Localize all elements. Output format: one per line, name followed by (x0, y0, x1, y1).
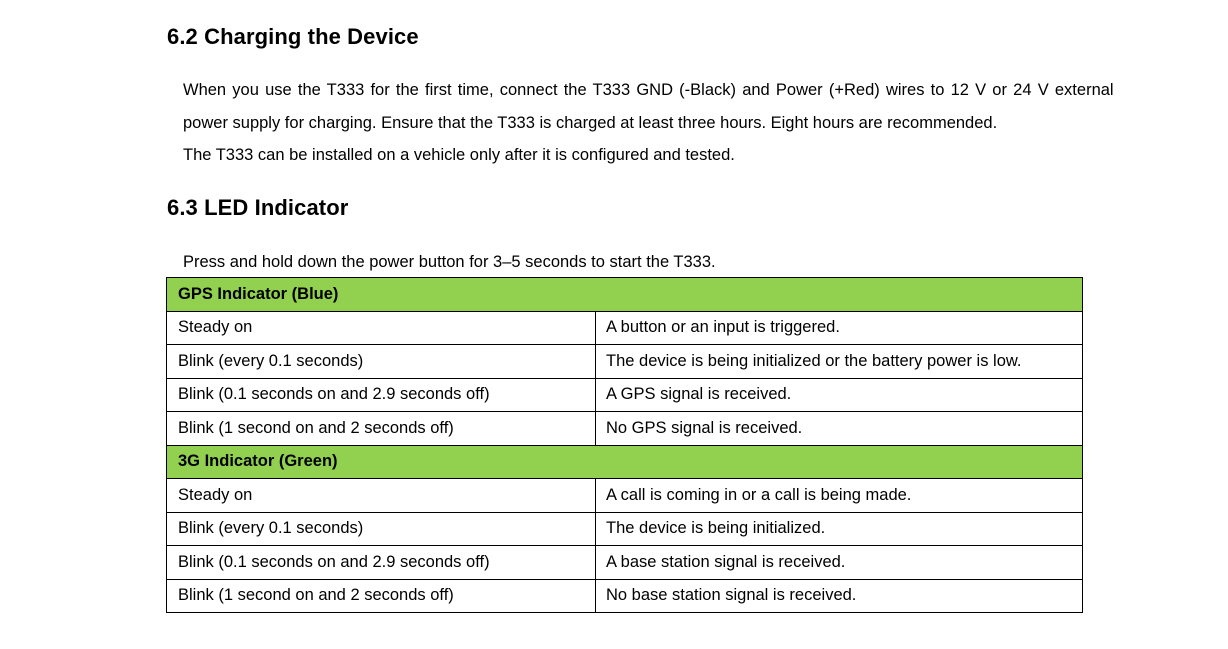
led-state-cell: Steady on (167, 311, 596, 345)
led-meaning-cell: The device is being initialized. (596, 512, 1083, 546)
charging-paragraph-line-1: When you use the T333 for the first time, connect the T333 GND (-Black) and Power (+Red) wires to 12 V or 24 V external (183, 81, 1114, 99)
gps-indicator-title: GPS Indicator (Blue) (167, 278, 1083, 312)
table-row (167, 546, 1083, 580)
led-meaning-cell: No base station signal is received. (596, 579, 1083, 613)
table-row (167, 579, 1083, 613)
led-state-cell: Blink (every 0.1 seconds) (167, 512, 596, 546)
charging-paragraph-line-3: The T333 can be installed on a vehicle only after it is configured and tested. (183, 146, 735, 164)
led-meaning-cell: No GPS signal is received. (596, 412, 1083, 446)
table-group-header-gps (167, 278, 1083, 312)
led-indicator-table (166, 277, 1083, 613)
section-heading-charging: 6.2 Charging the Device (167, 24, 419, 49)
section-heading-led-indicator: 6.3 LED Indicator (167, 195, 349, 220)
led-meaning-cell: A GPS signal is received. (596, 378, 1083, 412)
led-state-cell: Blink (every 0.1 seconds) (167, 345, 596, 379)
table-row (167, 378, 1083, 412)
led-meaning-cell: A base station signal is received. (596, 546, 1083, 580)
led-intro-paragraph: Press and hold down the power button for 3–5 seconds to start the T333. (183, 253, 716, 271)
led-state-cell: Steady on (167, 479, 596, 513)
3g-indicator-title: 3G Indicator (Green) (167, 445, 1083, 479)
led-state-cell: Blink (1 second on and 2 seconds off) (167, 412, 596, 446)
table-row (167, 479, 1083, 513)
table-group-header-3g (167, 445, 1083, 479)
led-state-cell: Blink (0.1 seconds on and 2.9 seconds off) (167, 546, 596, 580)
led-state-cell: Blink (0.1 seconds on and 2.9 seconds off) (167, 378, 596, 412)
led-meaning-cell: A call is coming in or a call is being made. (596, 479, 1083, 513)
led-meaning-cell: The device is being initialized or the battery power is low. (596, 345, 1083, 379)
table-row (167, 512, 1083, 546)
led-state-cell: Blink (1 second on and 2 seconds off) (167, 579, 596, 613)
charging-paragraph-line-2: power supply for charging. Ensure that the T333 is charged at least three hours. Eight hours are recommended. (183, 114, 998, 132)
table-row (167, 311, 1083, 345)
led-meaning-cell: A button or an input is triggered. (596, 311, 1083, 345)
table-row (167, 345, 1083, 379)
table-row (167, 412, 1083, 446)
